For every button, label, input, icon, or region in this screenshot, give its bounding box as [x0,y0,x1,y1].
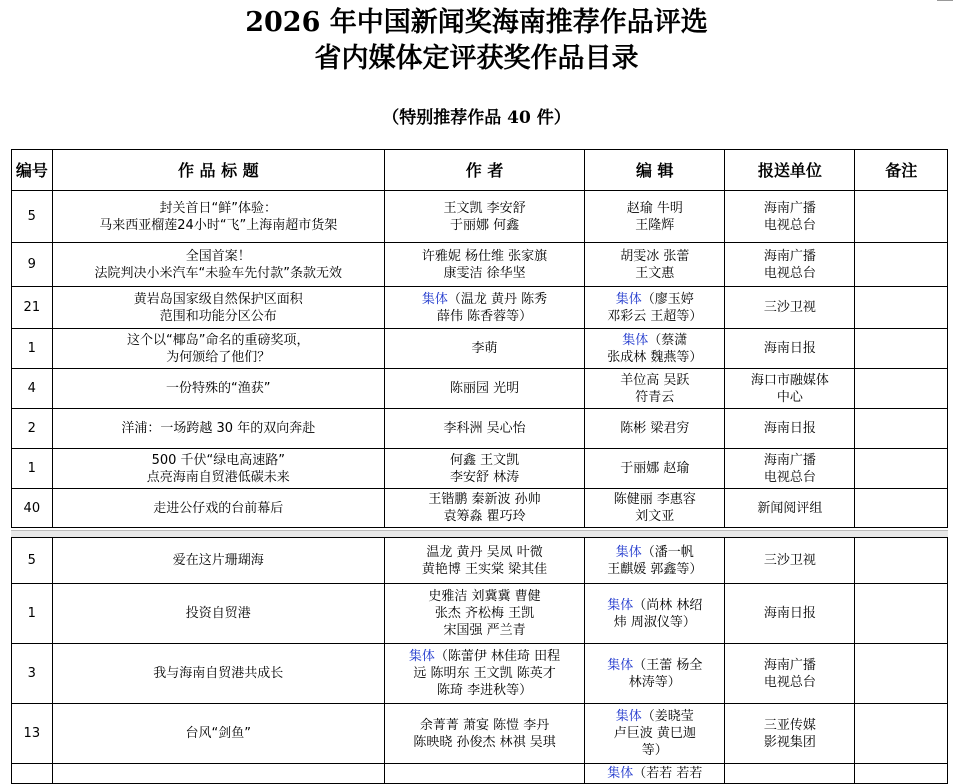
entry-number: 40 [12,489,53,528]
entry-number: 5 [12,191,53,243]
header-remark: 备注 [855,150,948,191]
entry-editor-line: 陈彬 梁君穷 [620,421,690,436]
entry-editor-line: 林涛等） [628,674,681,690]
entry-title-line: 投资自贸港 [185,606,251,621]
awards-table-page2 [11,537,948,784]
entry-number: 1 [12,449,53,489]
entry-author [384,538,584,584]
page-corner-mark [937,0,953,4]
entry-number: 5 [12,538,53,584]
entry-author-line: 集体（陈蕾伊 林佳琦 田程 [408,649,561,664]
entry-unit-line: 海南日报 [763,606,816,621]
collective-label: 集体 [607,766,634,781]
entry-editor [585,704,725,764]
header-author: 作 者 [384,150,584,191]
entry-remark [855,369,948,409]
entry-title [52,191,384,243]
entry-editor-line: 王隆辉 [635,217,675,233]
collective-label: 集体 [607,657,634,673]
entry-unit [725,369,855,409]
table-row [12,409,948,449]
entry-remark [855,764,948,784]
document-title-line1: 2026 年中国新闻奖海南推荐作品评选 [245,7,708,38]
entry-title-line: 爱在这片珊瑚海 [172,553,264,568]
entry-author-line: 温龙 黄丹 吴凤 叶微 [426,544,543,560]
entry-editor-line: 王文惠 [635,265,675,281]
entry-author [384,329,584,369]
entry-author [384,449,584,489]
entry-title [52,287,384,329]
entry-author-line: 何鑫 王文凯 [449,452,520,468]
entry-remark [855,287,948,329]
entry-title-line: 黄岩岛国家级自然保护区面积 [133,291,303,307]
entry-number: 1 [12,584,53,644]
entry-author-line: 薛伟 陈香蓉等） [436,308,533,324]
entry-author [384,409,584,449]
entry-remark [855,243,948,287]
entry-title-line: 这个以“椰岛”命名的重磅奖项， [127,332,310,348]
entry-title-line: 为何颁给了他们？ [166,349,271,365]
entry-unit-line: 三沙卫视 [763,553,816,568]
table-row [12,704,948,764]
entry-editor-line: 胡雯冰 张蕾 [620,248,690,264]
collective-label: 集体 [615,709,642,724]
table-row [12,644,948,704]
entry-editor-line: 卢巨波 黄巳迦 [613,726,696,741]
entry-unit-line: 三亚传媒 [763,717,816,733]
entry-author [384,243,584,287]
table-row [12,764,948,784]
entry-remark [855,644,948,704]
entry-remark [855,329,948,369]
header-number: 编号 [12,150,53,191]
table-header-row [12,150,948,191]
entry-remark [855,538,948,584]
entry-unit-line: 电视总台 [763,674,816,690]
header-unit: 报送单位 [725,150,855,191]
entry-author [384,584,584,644]
entry-title-line: 点亮海南自贸港低碳未来 [146,469,290,485]
table-row [12,243,948,287]
entry-unit-line: 影视集团 [763,734,816,750]
entry-editor [585,409,725,449]
table-row [12,489,948,528]
entry-author [384,287,584,329]
entry-unit-line: 三沙卫视 [763,300,816,315]
entry-unit-line: 海南日报 [763,421,816,436]
entry-author-line: 王文凯 李安舒 [443,200,526,216]
entry-title [52,243,384,287]
entry-editor-line: 集体（尚林 林绍 [607,597,703,613]
entry-editor [585,191,725,243]
document-subtitle: （特别推荐作品 40 件） [382,108,571,128]
entry-title [52,538,384,584]
entry-editor [585,538,725,584]
entry-author-line: 王锴鹏 秦新波 孙帅 [428,492,541,507]
entry-title-line: 我与海南自贸港共成长 [153,666,284,681]
entry-author-line: 远 陈明东 王文凯 陈英才 [413,666,556,681]
entry-editor-line: 符青云 [635,389,675,405]
entry-remark [855,584,948,644]
entry-editor-line: 于丽娜 赵瑜 [620,461,690,476]
entry-number: 13 [12,704,53,764]
entry-unit-line: 电视总台 [763,265,816,281]
entry-editor-line: 陈健丽 李惠容 [613,492,696,507]
entry-remark [855,489,948,528]
entry-number: 4 [12,369,53,409]
collective-label: 集体 [615,544,642,560]
collective-label: 集体 [607,597,634,613]
entry-author [384,704,584,764]
entry-unit [725,449,855,489]
entry-unit-line: 海南日报 [763,341,816,356]
entry-editor-line: 刘文亚 [635,509,675,524]
entry-number [12,764,53,784]
entry-editor-line: 集体（廖玉婷 [615,291,694,307]
entry-unit [725,287,855,329]
entry-author-line: 黄艳博 王实棠 梁其佳 [421,561,548,577]
entry-unit-line: 海口市融媒体 [750,372,829,388]
awards-table-page1 [11,149,948,528]
entry-editor-line: 集体（蔡潇 [622,332,688,348]
entry-unit-line: 新闻阅评组 [757,500,823,516]
entry-remark [855,191,948,243]
entry-editor [585,764,725,784]
collective-label: 集体 [408,649,435,664]
entry-unit [725,644,855,704]
table-row [12,584,948,644]
entry-editor [585,329,725,369]
document-title-line2: 省内媒体定评获奖作品目录 [314,43,639,74]
entry-editor-line: 集体（王蕾 杨全 [607,657,703,673]
entry-title [52,409,384,449]
entry-unit [725,243,855,287]
entry-editor-line: 集体（若若 若若 [607,766,703,781]
entry-title-line: 全国首案！ [185,248,251,264]
entry-number: 2 [12,409,53,449]
entry-author-line: 张杰 齐松梅 王凯 [434,606,535,621]
entry-unit [725,409,855,449]
entry-title-line: 法院判决小米汽车“未验车先付款”条款无效 [94,265,343,281]
table-row [12,449,948,489]
entry-author-line: 陈琦 李进秋等） [436,683,533,698]
entry-title-line: 500 千伏“绿电高速路” [151,452,285,468]
entry-editor [585,584,725,644]
entry-editor-line: 邓彩云 王超等） [607,308,703,324]
entry-remark [855,409,948,449]
header-title: 作 品 标 题 [52,150,384,191]
entry-editor-line: 赵瑜 牛明 [626,200,683,216]
entry-unit-line: 海南广播 [763,657,816,673]
entry-author-line: 许雅妮 杨仕维 张家旗 [421,248,548,264]
entry-editor [585,489,725,528]
table-row [12,369,948,409]
entry-editor-line: 羊位高 吴跃 [620,372,690,388]
entry-author [384,644,584,704]
entry-title-line: 封关首日“鲜”体验： [159,200,278,216]
entry-editor-line: 集体（姜晓莹 [615,709,694,724]
entry-author-line: 袁筹淼 瞿巧玲 [443,509,526,524]
entry-author-line: 陈映晓 孙俊杰 林祺 吴琪 [413,734,556,750]
entry-author-line: 宋国强 严兰青 [443,623,526,638]
entry-title-line: 马来西亚榴莲24小时“飞”上海南超市货架 [99,217,338,233]
header-editor: 编 辑 [585,150,725,191]
entry-editor [585,243,725,287]
entry-editor-line: 等） [641,743,668,758]
entry-author-line: 史雅洁 刘冀冀 曹健 [428,589,541,604]
entry-title [52,584,384,644]
entry-author [384,764,584,784]
entry-author [384,191,584,243]
entry-unit [725,584,855,644]
entry-number: 21 [12,287,53,329]
entry-number: 9 [12,243,53,287]
entry-unit [725,764,855,784]
entry-title [52,489,384,528]
entry-author [384,489,584,528]
entry-author-line: 陈丽园 光明 [449,381,520,396]
entry-unit-line: 中心 [776,389,803,405]
entry-title-line: 洋浦：一场跨越 30 年的双向奔赴 [121,421,316,436]
entry-unit [725,489,855,528]
entry-author-line: 李安舒 林涛 [449,469,520,485]
entry-unit-line: 电视总台 [763,469,816,485]
entry-editor-line: 张成林 魏燕等） [607,349,703,365]
entry-title-line: 一份特殊的“渔获” [166,381,271,396]
entry-title [52,329,384,369]
entry-editor [585,449,725,489]
entry-unit [725,329,855,369]
entry-unit-line: 海南广播 [763,200,816,216]
table-row [12,329,948,369]
entry-editor [585,287,725,329]
entry-unit [725,704,855,764]
entry-editor [585,644,725,704]
entry-unit-line: 海南广播 [763,452,816,468]
entry-author-line: 康雯洁 徐华坚 [443,265,526,281]
table-row [12,191,948,243]
entry-editor-line: 王麒媛 郭鑫等） [607,561,703,577]
entry-unit [725,191,855,243]
entry-author-line: 李科洲 吴心怡 [443,421,526,436]
entry-number: 3 [12,644,53,704]
entry-author-line: 于丽娜 何鑫 [449,217,520,233]
collective-label: 集体 [421,291,448,307]
collective-label: 集体 [622,332,649,348]
entry-title-line: 范围和功能分区公布 [159,308,277,324]
entry-editor [585,369,725,409]
table-row [12,287,948,329]
entry-title [52,449,384,489]
entry-title [52,369,384,409]
entry-unit-line: 海南广播 [763,248,816,264]
entry-remark [855,704,948,764]
entry-title [52,644,384,704]
entry-title-line: 走进公仔戏的台前幕后 [153,500,284,516]
entry-unit-line: 电视总台 [763,217,816,233]
entry-editor-line: 集体（潘一帆 [615,544,694,560]
collective-label: 集体 [615,291,642,307]
entry-unit [725,538,855,584]
entry-editor-line: 炜 周淑仪等） [613,614,696,630]
entry-title [52,704,384,764]
entry-remark [855,449,948,489]
entry-author-line: 李萌 [471,341,498,356]
entry-title [52,764,384,784]
entry-title-line: 台风“剑鱼” [185,726,252,741]
entry-author-line: 余菁菁 萧宴 陈愷 李丹 [419,717,550,733]
table-row [12,538,948,584]
entry-author-line: 集体（温龙 黄丹 陈秀 [421,291,548,307]
entry-number: 1 [12,329,53,369]
entry-author [384,369,584,409]
